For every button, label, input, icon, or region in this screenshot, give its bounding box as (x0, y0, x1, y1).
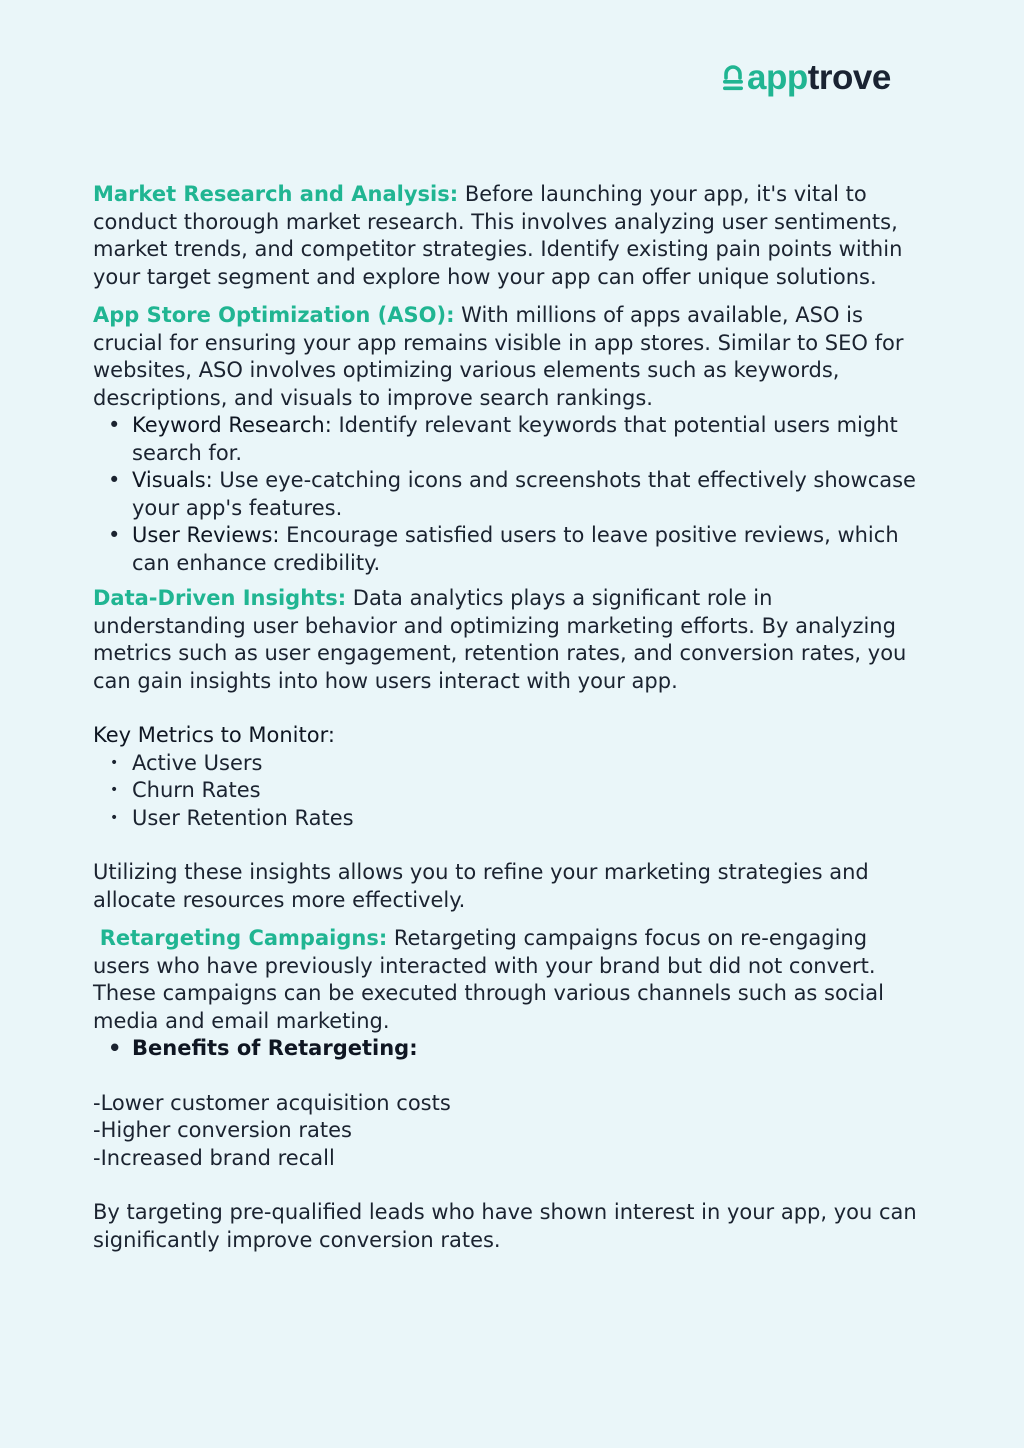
retargeting-text: Retargeting campaigns focus on re-engaging users who have previously interacted with your brand but did not convert. These campaigns can be executed through various channels such as social media and email marketing. (93, 926, 884, 1033)
key-metrics-list (93, 750, 923, 833)
key-metrics-heading: Key Metrics to Monitor: (93, 723, 335, 747)
aso-bullet-list (93, 412, 923, 577)
data-insights-heading: Data-Driven Insights: (93, 586, 347, 610)
logo-text-trove: trove (807, 58, 891, 97)
bullet-text: Identify relevant keywords that potential users might search for. (132, 413, 898, 465)
market-research-text: Before launching your app, it's vital to conduct thorough market research. This involves analyzing user sentiments, market trends, and competitor strategies. Identify existing pain points within your target segment and explore how your app can offer unique solutions. (93, 182, 903, 289)
list-item: • Active Users (132, 750, 923, 778)
apptrove-logo-icon (722, 65, 744, 91)
bullet-label: User Reviews: (132, 523, 280, 547)
logo-text-app: app (747, 58, 808, 97)
benefit-line: -Increased brand recall (93, 1145, 335, 1170)
list-item (132, 467, 923, 522)
retargeting-heading: Retargeting Campaigns: (99, 926, 388, 950)
list-item (132, 412, 923, 467)
list-item (132, 522, 923, 577)
market-research-paragraph (93, 181, 923, 291)
aso-text: With millions of apps available, ASO is crucial for ensuring your app remains visible in app stores. Similar to SEO for websites, ASO involves optimizing various elements such as keywords, descriptions, and visuals to improve search rankings. (93, 303, 904, 410)
brand-logo (722, 58, 891, 98)
benefits-heading: • Benefits of Retargeting: (132, 1035, 923, 1063)
list-item: • User Retention Rates (132, 805, 923, 833)
list-item: • Churn Rates (132, 777, 923, 805)
bullet-text: Use eye-catching icons and screenshots that effectively showcase your app's features. (132, 468, 916, 520)
retargeting-paragraph (93, 925, 923, 1035)
aso-paragraph (93, 302, 923, 412)
bullet-text: Encourage satisfied users to leave positive reviews, which can enhance credibility. (132, 523, 899, 575)
article-body (93, 181, 923, 1254)
bullet-label: Keyword Research: (132, 413, 332, 437)
retargeting-bullet-list (93, 1035, 923, 1063)
data-insights-text: Data analytics plays a significant role in understanding user behavior and optimizing marketing efforts. By analyzing metrics such as user engagement, retention rates, and conversion rates, you can gain insights into how users interact with your app. (93, 586, 907, 693)
benefit-line: -Higher conversion rates (93, 1118, 352, 1142)
data-insights-conclusion: Utilizing these insights allows you to refine your marketing strategies and allocate resources more effectively. (93, 860, 869, 912)
retargeting-conclusion: By targeting pre-qualified leads who have shown interest in your app, you can significantly improve conversion rates. (93, 1200, 917, 1252)
aso-heading: App Store Optimization (ASO): (93, 303, 455, 327)
bullet-label: Visuals: (132, 468, 213, 492)
benefit-line: -Lower customer acquisition costs (93, 1090, 451, 1115)
data-insights-paragraph (93, 585, 923, 695)
market-research-heading: Market Research and Analysis: (93, 182, 459, 206)
